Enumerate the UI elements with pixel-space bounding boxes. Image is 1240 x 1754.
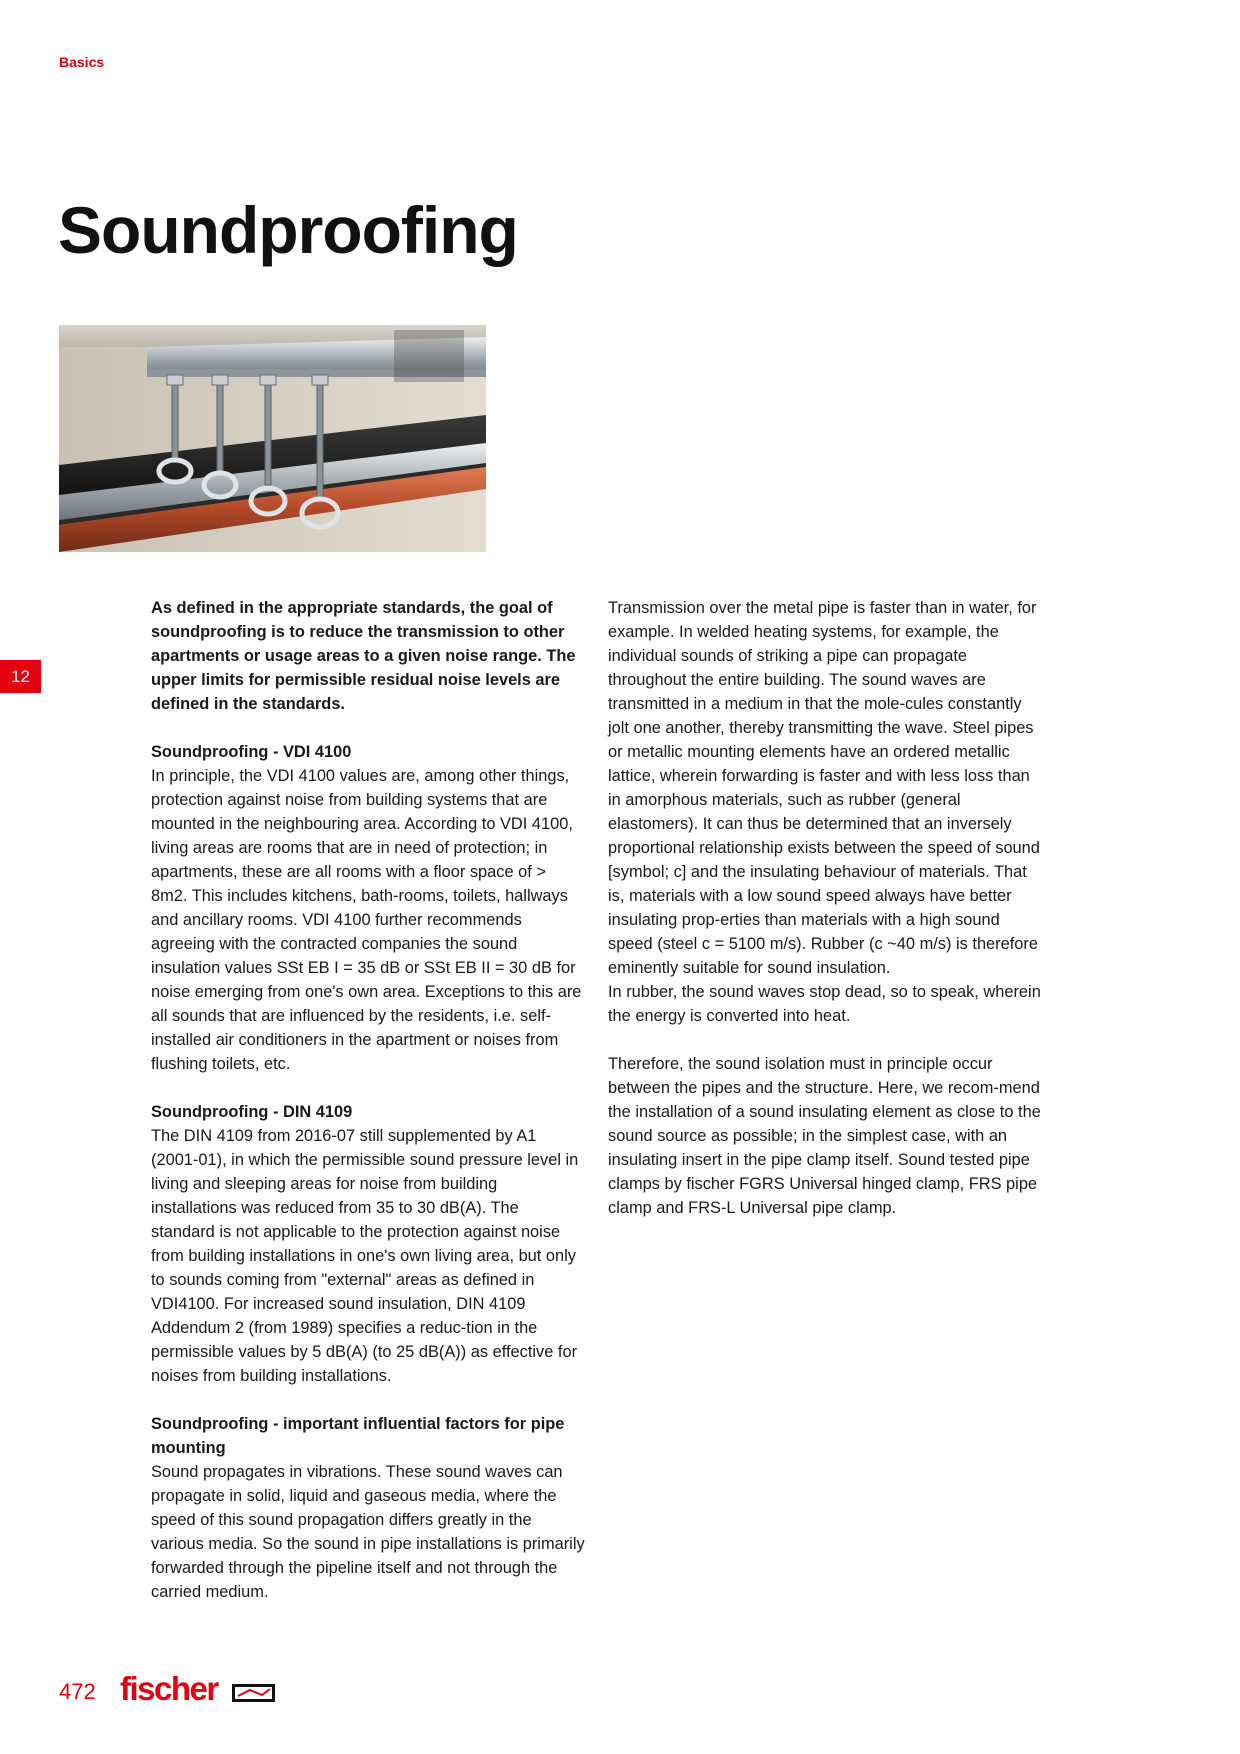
section-heading-pipe-mounting: Soundproofing - important influential factors for pipe mounting xyxy=(151,1415,565,1457)
section-heading-vdi-4100: Soundproofing - VDI 4100 xyxy=(151,743,352,761)
left-column xyxy=(151,596,585,1604)
section-body-pipe-mounting: Sound propagates in vibrations. These sound waves can propagate in solid, liquid and gaseous media, where the speed of this sound propagation differs greatly in the various media. So the sound in pipe installations is primarily forwarded through the pipeline itself and not through the carried medium. xyxy=(151,1463,585,1601)
intro-paragraph: As defined in the appropriate standards, the goal of soundproofing is to reduce the transmission to other apartments or usage areas to a given noise range. The upper limits for permissible residual noise levels are defined in the standards. xyxy=(151,599,576,713)
paragraph: Transmission over the metal pipe is faster than in water, for example. In welded heating systems, for example, the individual sounds of striking a pipe can propagate throughout the entire building. The sound waves are transmitted in a medium in that the mole-cules constantly jolt one another, thereby transmitting the wave. Steel pipes or metallic mounting elements have an ordered metallic lattice, wherein forwarding is faster and with less loss than in amorphous materials, such as rubber (general elastomers). It can thus be determined that an inversely proportional relationship exists between the speed of sound [symbol; c] and the insulating behaviour of materials. That is, materials with a low sound speed always have better insulating prop-erties than materials with a high sound speed (steel c = 5100 m/s). Rubber (c ~40 m/s) is therefore eminently suitable for sound insulation. xyxy=(608,599,1040,977)
paragraph: In rubber, the sound waves stop dead, so to speak, wherein the energy is converted into heat. xyxy=(608,983,1041,1025)
paragraph: Therefore, the sound isolation must in principle occur between the pipes and the structure. Here, we recom-mend the installation of a sound insulating element as close to the sound source as possible; in the simplest case, with an insulating insert in the pipe clamp itself. Sound tested pipe clamps by fischer FGRS Universal hinged clamp, FRS pipe clamp and FRS-L Universal pipe clamp. xyxy=(608,1055,1041,1217)
right-column xyxy=(608,596,1042,1220)
fischer-badge-icon xyxy=(232,1684,275,1702)
page-number: 472 xyxy=(59,1679,96,1704)
section-body-vdi-4100: In principle, the VDI 4100 values are, among other things, protection against noise from building systems that are mounted in the neighbouring area. According to VDI 4100, living areas are rooms that are in need of protection; in apartments, these are all rooms with a floor space of > 8m2. This includes kitchens, bath-rooms, toilets, hallways and ancillary rooms. VDI 4100 further recommends agreeing with the contracted companies the sound insulation values SSt EB I = 35 dB or SSt EB II = 30 dB for noise emerging from one's own area. Exceptions to this are all sounds that are influenced by the residents, i.e. self-installed air conditioners in the apartment or noises from flushing toilets, etc. xyxy=(151,767,582,1073)
chapter-tab: 12 xyxy=(0,660,41,693)
pipe-installation-photo xyxy=(59,325,486,552)
section-body-din-4109: The DIN 4109 from 2016-07 still supplemented by A1 (2001-01), in which the permissible sound pressure level in living and sleeping areas for noise from building installations was reduced from 35 to 30 dB(A). The standard is not applicable to the protection against noise from building installations in one's own living area, but only to sounds coming from "external" areas as defined in VDI4100. For increased sound insulation, DIN 4109 Addendum 2 (from 1989) specifies a reduc-tion in the permissible values by 5 dB(A) (to 25 dB(A)) as effective for noises from building installations. xyxy=(151,1127,579,1385)
page-title: Soundproofing xyxy=(58,193,518,267)
section-label: Basics xyxy=(59,54,105,70)
section-heading-din-4109: Soundproofing - DIN 4109 xyxy=(151,1103,353,1121)
fischer-logo: fischer xyxy=(120,1670,218,1707)
